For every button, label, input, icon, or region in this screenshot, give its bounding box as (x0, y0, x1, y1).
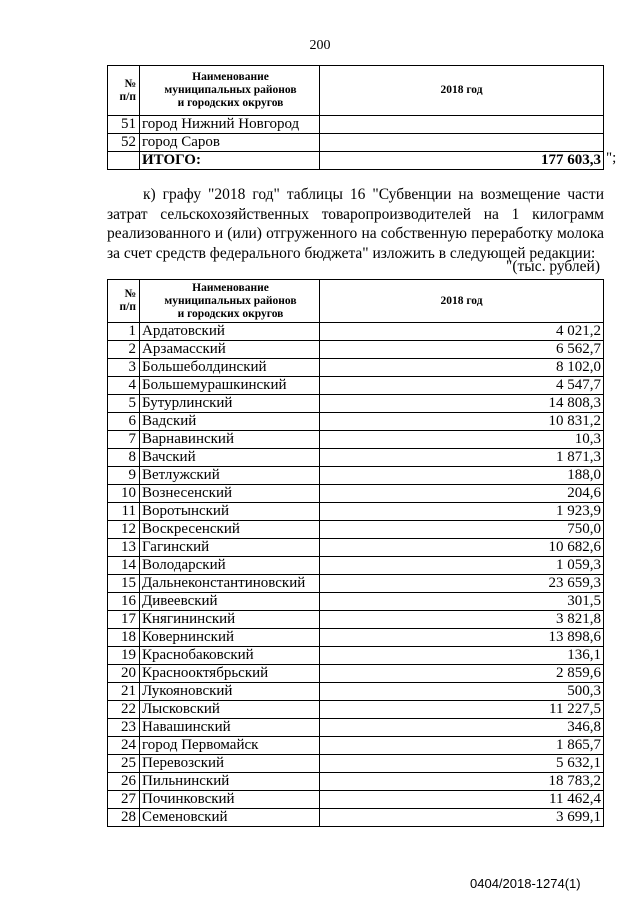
header-name-line1: Наименование (192, 71, 269, 83)
row-num: 23 (108, 719, 140, 737)
row-value (320, 116, 604, 134)
row-value: 301,5 (320, 593, 604, 611)
table-row (108, 467, 604, 485)
header-num-line2: п/п (119, 301, 136, 313)
row-value: 23 659,3 (320, 575, 604, 593)
header-year: 2018 год (320, 66, 604, 116)
header-num-line1: № (124, 288, 136, 300)
row-name: Краснооктябрьский (140, 665, 320, 683)
document-id: 0404/2018-1274(1) (470, 876, 581, 891)
header-name-line3: и городских округов (177, 307, 284, 320)
table-row (108, 683, 604, 701)
row-value: 14 808,3 (320, 395, 604, 413)
table-row (108, 575, 604, 593)
table-row (108, 647, 604, 665)
header-year: 2018 год (320, 280, 604, 323)
table-row (108, 341, 604, 359)
row-name: Краснобаковский (140, 647, 320, 665)
row-value (320, 134, 604, 152)
row-value: 18 783,2 (320, 773, 604, 791)
row-num: 20 (108, 665, 140, 683)
table-row (108, 116, 604, 134)
table-row (108, 323, 604, 341)
row-num: 26 (108, 773, 140, 791)
amendment-paragraph (107, 185, 604, 263)
row-num: 25 (108, 755, 140, 773)
row-name: Володарский (140, 557, 320, 575)
table-row (108, 557, 604, 575)
row-value: 10 831,2 (320, 413, 604, 431)
table-row (108, 773, 604, 791)
row-name: Большемурашкинский (140, 377, 320, 395)
table-row (108, 737, 604, 755)
row-value: 6 562,7 (320, 341, 604, 359)
table-row (108, 629, 604, 647)
table-row (108, 665, 604, 683)
row-name: Арзамасский (140, 341, 320, 359)
total-value: 177 603,3 (320, 152, 604, 170)
row-num: 16 (108, 593, 140, 611)
table-row (108, 359, 604, 377)
row-value: 3 699,1 (320, 809, 604, 827)
table-header-row (108, 280, 604, 323)
row-value: 11 227,5 (320, 701, 604, 719)
table-row (108, 413, 604, 431)
row-value: 13 898,6 (320, 629, 604, 647)
row-name: город Саров (140, 134, 320, 152)
table-row (108, 719, 604, 737)
row-num: 6 (108, 413, 140, 431)
row-num: 1 (108, 323, 140, 341)
total-num-empty (108, 152, 140, 170)
header-num-line1: № (124, 77, 136, 90)
row-num: 7 (108, 431, 140, 449)
row-name: Гагинский (140, 539, 320, 557)
row-name: Лысковский (140, 701, 320, 719)
row-name: Вадский (140, 413, 320, 431)
row-value: 1 059,3 (320, 557, 604, 575)
row-num: 27 (108, 791, 140, 809)
row-num: 18 (108, 629, 140, 647)
header-name-line2: муниципальных районов (164, 84, 297, 96)
row-name: Ковернинский (140, 629, 320, 647)
row-value: 136,1 (320, 647, 604, 665)
header-num (108, 66, 140, 116)
row-num: 52 (108, 134, 140, 152)
row-value: 1 871,3 (320, 449, 604, 467)
row-num: 12 (108, 521, 140, 539)
header-num-line2: п/п (119, 90, 136, 103)
row-num: 4 (108, 377, 140, 395)
row-name: Ардатовский (140, 323, 320, 341)
table-row (108, 755, 604, 773)
row-value: 750,0 (320, 521, 604, 539)
row-name: Княгининский (140, 611, 320, 629)
header-name (140, 66, 320, 116)
row-num: 51 (108, 116, 140, 134)
row-value: 4 547,7 (320, 377, 604, 395)
table-subsidies (107, 279, 604, 827)
row-name: Навашинский (140, 719, 320, 737)
table-row (108, 449, 604, 467)
row-value: 4 021,2 (320, 323, 604, 341)
row-num: 2 (108, 341, 140, 359)
row-num: 11 (108, 503, 140, 521)
table-row (108, 377, 604, 395)
row-name: Варнавинский (140, 431, 320, 449)
row-name: Пильнинский (140, 773, 320, 791)
row-num: 21 (108, 683, 140, 701)
row-num: 13 (108, 539, 140, 557)
row-name: Большеболдинский (140, 359, 320, 377)
row-num: 15 (108, 575, 140, 593)
row-name: Ветлужский (140, 467, 320, 485)
row-value: 188,0 (320, 467, 604, 485)
row-value: 11 462,4 (320, 791, 604, 809)
closing-quote: "; (606, 150, 617, 166)
row-value: 10 682,6 (320, 539, 604, 557)
header-num (108, 280, 140, 323)
row-num: 14 (108, 557, 140, 575)
row-name: город Первомайск (140, 737, 320, 755)
row-num: 22 (108, 701, 140, 719)
table-row (108, 791, 604, 809)
table-row (108, 521, 604, 539)
table-header-row (108, 66, 604, 116)
row-num: 8 (108, 449, 140, 467)
row-name: Дальнеконстантиновский (140, 575, 320, 593)
row-name: Воскресенский (140, 521, 320, 539)
row-name: Вознесенский (140, 485, 320, 503)
total-row (108, 152, 604, 170)
header-name (140, 280, 320, 323)
row-name: Семеновский (140, 809, 320, 827)
table-row (108, 611, 604, 629)
row-value: 8 102,0 (320, 359, 604, 377)
row-value: 2 859,6 (320, 665, 604, 683)
row-num: 28 (108, 809, 140, 827)
row-num: 3 (108, 359, 140, 377)
row-num: 24 (108, 737, 140, 755)
units-label: "(тыс. рублей) (506, 258, 600, 275)
row-value: 1 865,7 (320, 737, 604, 755)
row-num: 10 (108, 485, 140, 503)
row-name: Дивеевский (140, 593, 320, 611)
header-name-line1: Наименование (192, 281, 269, 294)
row-name: Починковский (140, 791, 320, 809)
row-name: Бутурлинский (140, 395, 320, 413)
row-value: 1 923,9 (320, 503, 604, 521)
row-value: 5 632,1 (320, 755, 604, 773)
header-name-line2: муниципальных районов (164, 294, 297, 307)
total-label: ИТОГО: (140, 152, 320, 170)
row-value: 500,3 (320, 683, 604, 701)
table-row (108, 809, 604, 827)
row-name: Вачский (140, 449, 320, 467)
row-name: город Нижний Новгород (140, 116, 320, 134)
row-value: 346,8 (320, 719, 604, 737)
row-value: 10,3 (320, 431, 604, 449)
table-row (108, 701, 604, 719)
paragraph-text: к) графу "2018 год" таблицы 16 "Субвенции на возмещение части затрат сельскохозяйственных товаропроизводителей на 1 килограмм реализованного и (или) отгруженного на собственную переработку молока за счет средств федерального бюджета" изложить в следующей редакции: (107, 186, 604, 262)
table-row (108, 593, 604, 611)
row-num: 9 (108, 467, 140, 485)
table-row (108, 134, 604, 152)
table-continuation (107, 65, 604, 170)
row-value: 3 821,8 (320, 611, 604, 629)
row-name: Лукояновский (140, 683, 320, 701)
table-row (108, 539, 604, 557)
row-num: 19 (108, 647, 140, 665)
table-row (108, 485, 604, 503)
row-name: Воротынский (140, 503, 320, 521)
row-value: 204,6 (320, 485, 604, 503)
table-row (108, 431, 604, 449)
table-row (108, 395, 604, 413)
table-row (108, 503, 604, 521)
row-num: 17 (108, 611, 140, 629)
page-number: 200 (309, 38, 331, 53)
row-num: 5 (108, 395, 140, 413)
header-name-line3: и городских округов (177, 97, 284, 109)
row-name: Перевозский (140, 755, 320, 773)
